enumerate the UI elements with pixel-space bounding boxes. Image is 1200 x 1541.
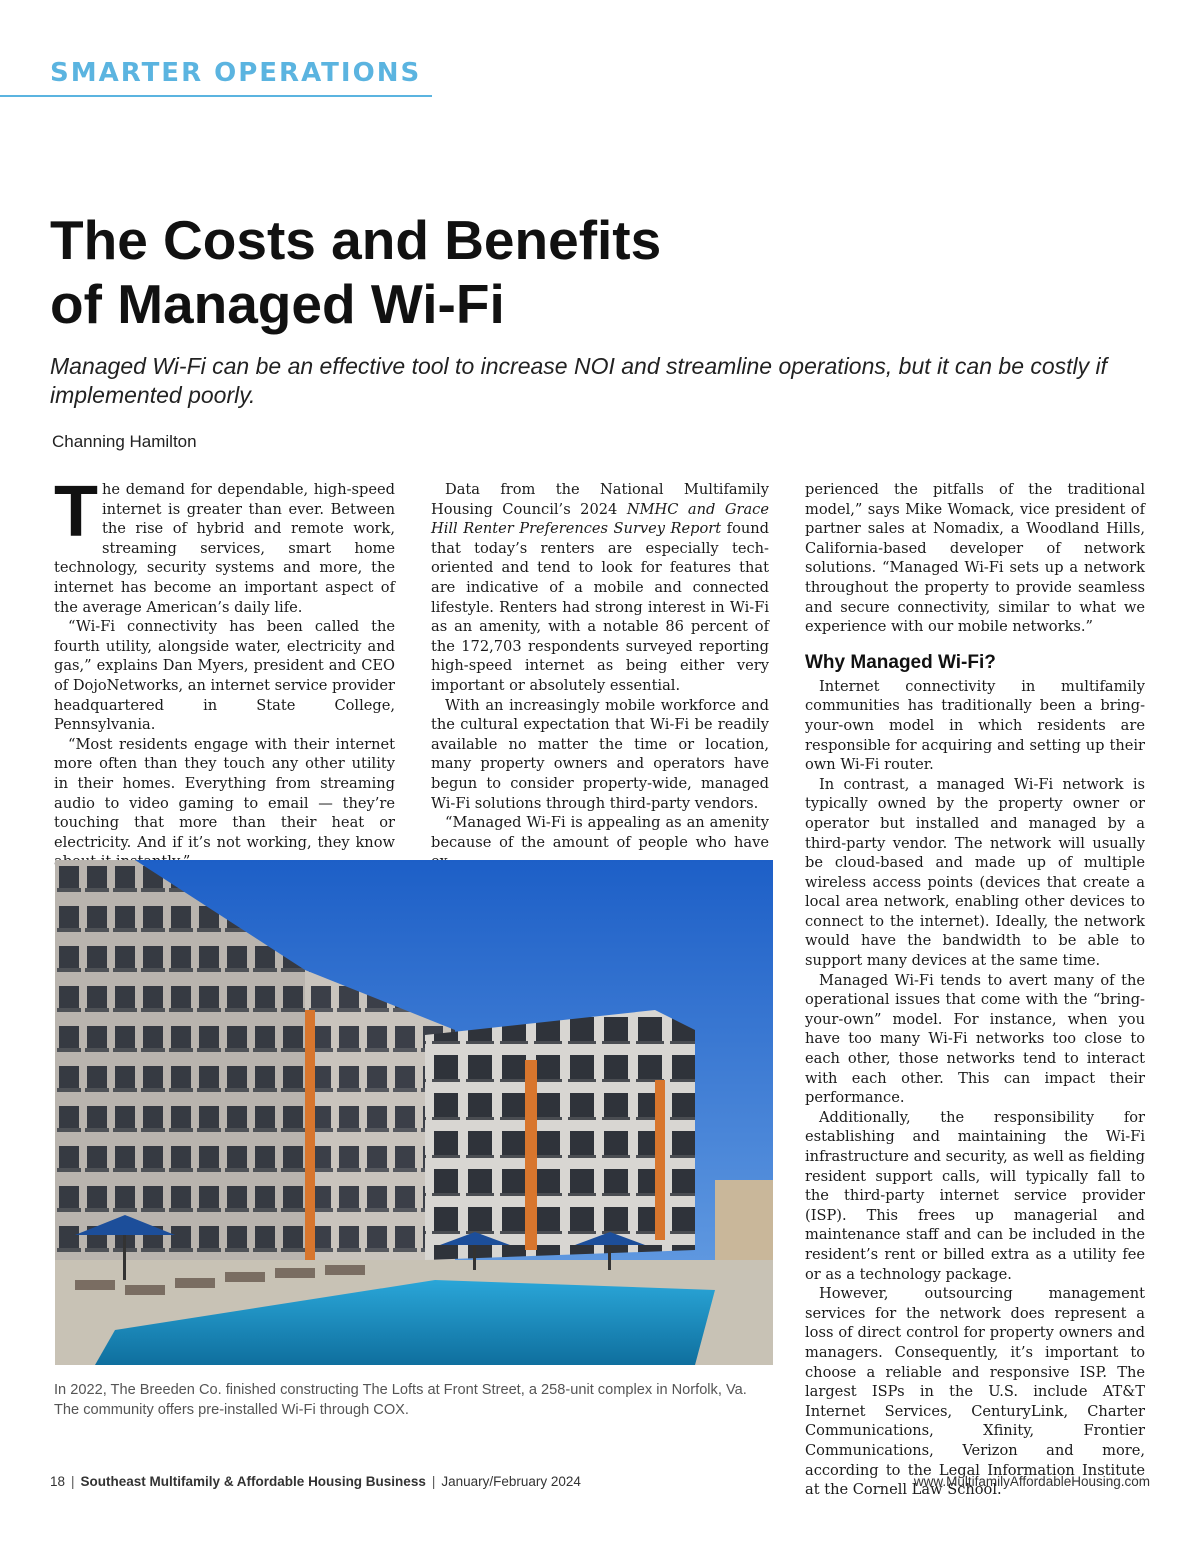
apartment-complex-photo (55, 860, 773, 1365)
orange-accent-panel (525, 1060, 537, 1250)
headline-line-1: The Costs and Benefits (50, 209, 662, 271)
drop-cap: T (54, 472, 98, 552)
page-number: 18 (50, 1474, 66, 1489)
right-building (425, 1010, 695, 1260)
paragraph: In contrast, a managed Wi-Fi network is typically owned by the property owner or operator but installed and managed by a third-party vendor. The network will usually be cloud-based and made up of multiple wireless access points (devices that create a local area network, enabling other devices to connect to the internet). Ideally, the network would have the bandwidth to be able to support many devices at the same time. (805, 775, 1145, 970)
orange-accent-panel (655, 1080, 665, 1240)
apartment-pool-illustration (55, 860, 773, 1365)
report-title: NMHC and Grace Hill Renter Preferences Survey Report (431, 500, 769, 538)
orange-accent-panel (305, 1010, 315, 1260)
distant-building (715, 1180, 773, 1270)
author-byline: Channing Hamilton (52, 432, 197, 451)
paragraph: perienced the pitfalls of the traditional model,” says Mike Womack, vice president of partner sales at Nomadix, a Woodland Hills, California-based developer of network solutions. “Managed Wi-Fi sets up a network throughout the property to provide seamless and secure connectivity, similar to what we experience with our mobile networks.” (805, 481, 1145, 636)
paragraph: “Most residents engage with their internet more often than they touch any other utility in their homes. Everything from streaming audio to video gaming to email — they’re touching that more than their heat or electricity. And if it’s not working, they know (54, 735, 395, 851)
issue-date: January/February 2024 (441, 1474, 581, 1489)
footer-separator: | (431, 1474, 436, 1489)
paragraph (54, 472, 395, 617)
photo-caption: In 2022, The Breeden Co. finished constructing The Lofts at Front Street, a 258-unit complex in Norfolk, Va. The community offers pre-installed Wi-Fi through COX. (54, 1382, 747, 1418)
body-column-1 (54, 472, 396, 851)
paragraph (431, 480, 769, 696)
article-deck: Managed Wi-Fi can be an effective tool to increase NOI and streamline operations, but it can be costly if implemented poorly. (50, 353, 1108, 408)
paragraph: Managed Wi-Fi tends to avert many of the operational issues that come with the “bring-your-own” model. For instance, when you have too many Wi-Fi networks too close to each other, those networks tend to interact with each other. This can impact their performance. (805, 971, 1145, 1107)
section-subhead: Why Managed Wi-Fi? (805, 651, 996, 673)
paragraph: However, outsourcing management services for the network does represent a loss of direct control for property owners and managers. Consequently, it’s important to choose a reliable and responsive ISP. The largest ISPs in the U.S. include AT&T Internet Services, CenturyLink, Charter Communications, Xfinity, Frontier Communications, Verizon and more, according to the Legal Information Institute at the Cornell Law School. (805, 1285, 1145, 1499)
article-headline (50, 208, 1050, 336)
paragraph: Internet connectivity in multifamily communities has traditionally been a bring-your-own model in which residents are responsible for acquiring and setting up their own Wi-Fi router. (805, 677, 1145, 774)
paragraph: Additionally, the responsibility for establishing and maintaining the Wi-Fi infrastructure and security, as well as fielding resident support calls, will typically fall to the third-party internet service provider (ISP). This frees up managerial and maintenance staff and can be included in the resident’s rent or billed extra as a utility fee or as a technology package. (805, 1108, 1145, 1283)
headline-line-2: of Managed Wi-Fi (50, 273, 505, 335)
body-column-2 (431, 480, 769, 851)
section-label: SMARTER OPERATIONS (50, 58, 422, 88)
paragraph: “Managed Wi-Fi is appealing as an amenity because of the amount of people who have (431, 814, 769, 851)
publication-name: Southeast Multifamily & Affordable Housing Business (80, 1474, 426, 1489)
paragraph-text: he demand for dependable, high-speed internet is greater than ever. Between the rise of hybrid and remote work, streaming services, smart home technology, security systems and more, the internet has become an important aspect of the average American’s daily life. (54, 481, 395, 616)
paragraph-text: found that today’s renters are especially tech-oriented and tend to look for features that are indicative of a mobile and connected lifestyle. Renters had strong interest in Wi-Fi as an amenity, with a notable 86 percent of the 172,703 respondents surveyed reporting high-speed internet as being either very important or absolutely essential. (431, 520, 769, 694)
section-divider (0, 95, 432, 97)
footer-left (50, 1474, 581, 1489)
website-url: www.MultifamilyAffordableHousing.com (913, 1474, 1150, 1489)
footer-separator: | (71, 1474, 75, 1489)
paragraph-text: Data from the National Multifamily Housing Council’s 2024 (431, 481, 769, 518)
paragraph: “Wi-Fi connectivity has been called the fourth utility, alongside water, electricity and gas,” explains Dan Myers, president and CEO of DojoNetworks, an internet service provider headquartered in State College, Pennsylvania. (54, 618, 396, 734)
paragraph: With an increasingly mobile workforce and the cultural expectation that Wi-Fi be readily available no matter the time or location, many property owners and operators have begun to consider property-wide, managed Wi-Fi solutions through third-party vendors. (431, 696, 769, 812)
